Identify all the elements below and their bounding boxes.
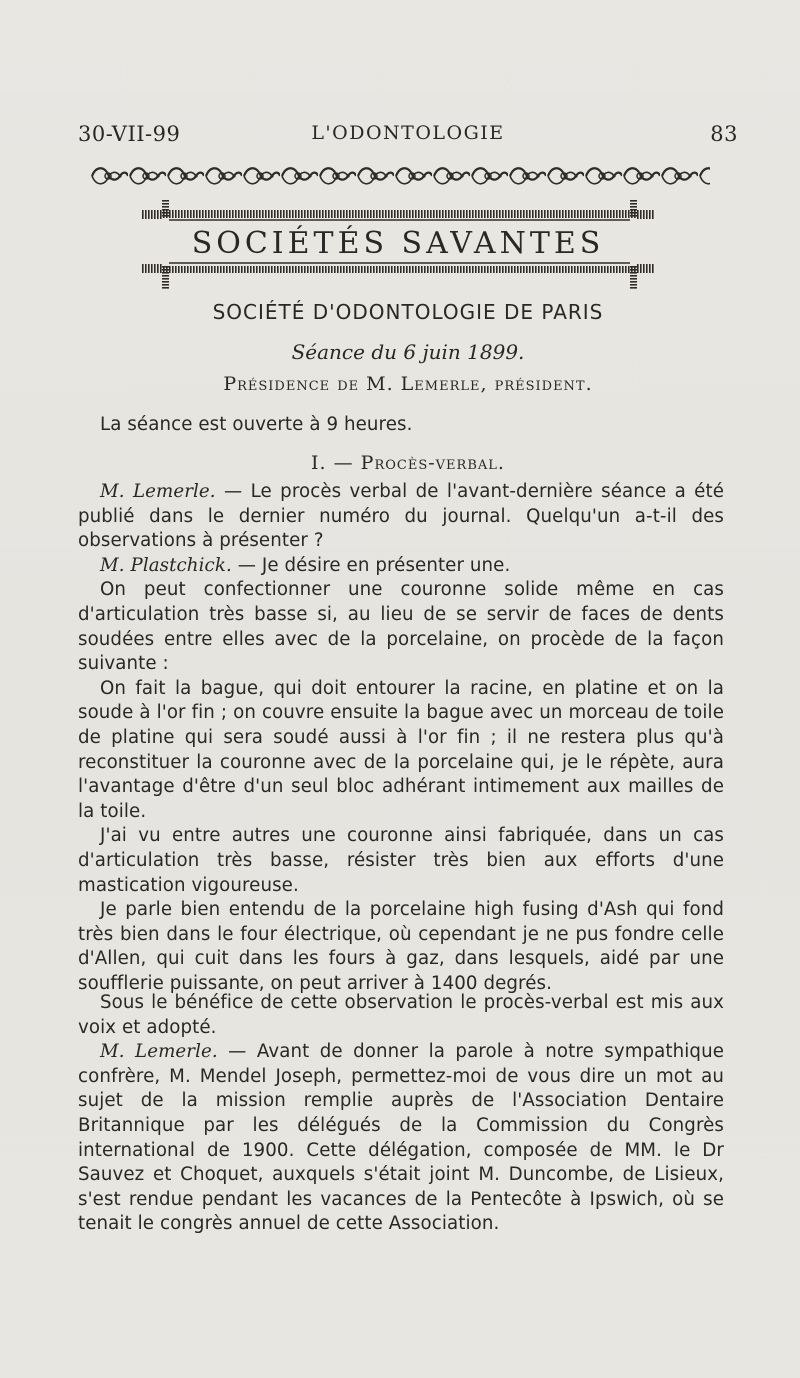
- minutes-body-continued: [78, 991, 724, 1237]
- society-heading: SOCIÉTÉ D'ODONTOLOGIE DE PARIS: [212, 300, 604, 324]
- header-date: 30-VII-99: [78, 122, 181, 146]
- session-date: Séance du 6 juin 1899.: [291, 340, 525, 364]
- opening-line: La séance est ouverte à 9 heures.: [100, 414, 413, 435]
- paragraph-ring-procedure: On fait la bague, qui doit entourer la racine, en platine et on la soude à l'or fin ; on couvre ensuite la bague avec un morceau de toile de platine qui sera soudé aussi à l'or fin ; il ne restera plus qu'à reconstituer la couronne avec de la porcelaine qui, je le répète, aura l'avantage d'être d'un seul bloc adhérant intimement aux mailles de la toile.: [78, 677, 724, 822]
- paragraph-observation: J'ai vu entre autres une couronne ainsi fabriquée, dans un cas d'articulation très basse, résister très bien aux efforts d'une mastication vigoureuse.: [78, 825, 724, 896]
- paragraph-adoption: Sous le bénéfice de cette observation le procès-verbal est mis aux voix et adopté.: [78, 992, 724, 1038]
- paragraph-lemerle-2: [78, 1040, 724, 1237]
- paragraph-plastchick: [78, 554, 724, 579]
- paragraph-text: — Je désire en présenter une.: [231, 554, 511, 576]
- presidency-line: Présidence de M. Lemerle, président.: [223, 373, 593, 395]
- paragraph-lemerle-1: [78, 480, 724, 554]
- paragraph-crown-method: On peut confectionner une couronne solide même en cas d'articulation très basse si, au lieu de se servir de faces de dents soudées entre elles avec de la porcelaine, on procède de la façon suivante :: [78, 579, 724, 675]
- paragraph-porcelain: Je parle bien entendu de la porcelaine high fusing d'Ash qui fond très bien dans le four électrique, où cependant je ne pus fondre celle d'Allen, qui cuit dans les fours à gaz, dans lesquels, aidé par une soufflerie puissante, on peut arriver à 1400 degrés.: [78, 899, 724, 994]
- speaker-name: M. Plastchick.: [100, 554, 232, 576]
- opening-paragraph: [78, 413, 724, 438]
- section-heading-proces-verbal: I. — Procès-verbal.: [311, 452, 505, 474]
- decorative-ornament-band: [90, 162, 710, 190]
- header-journal-title: L'ODONTOLOGIE: [311, 122, 505, 144]
- speaker-name: M. Lemerle.: [100, 481, 216, 502]
- section-banner-title: SOCIÉTÉS SAVANTES: [191, 226, 605, 261]
- speaker-name: M. Lemerle.: [100, 1041, 218, 1063]
- page-number: 83: [710, 122, 738, 146]
- running-header: [78, 122, 738, 152]
- paragraph-text: — Le procès verbal de l'avant-dernière séance a été publié dans le dernier numéro du journal. Quelqu'un a-t-il des observations à présenter ?: [78, 481, 724, 552]
- paragraph-text: — Avant de donner la parole à notre sympathique confrère, M. Mendel Joseph, permettez-moi de vous dire un mot au sujet de la mission remplie auprès de l'Association Dentaire Britannique par les délégués de la Commission du Congrès international de 1900. Cette délégation, composée de MM. le Dr Sauvez et Choquet, auxquels s'était joint M. Duncombe, de Lisieux, s'est rendue pendant les vacances de la Pentecôte à Ipswich, où se tenait le congrès annuel de cette Association.: [78, 1041, 724, 1235]
- minutes-body: [78, 480, 724, 996]
